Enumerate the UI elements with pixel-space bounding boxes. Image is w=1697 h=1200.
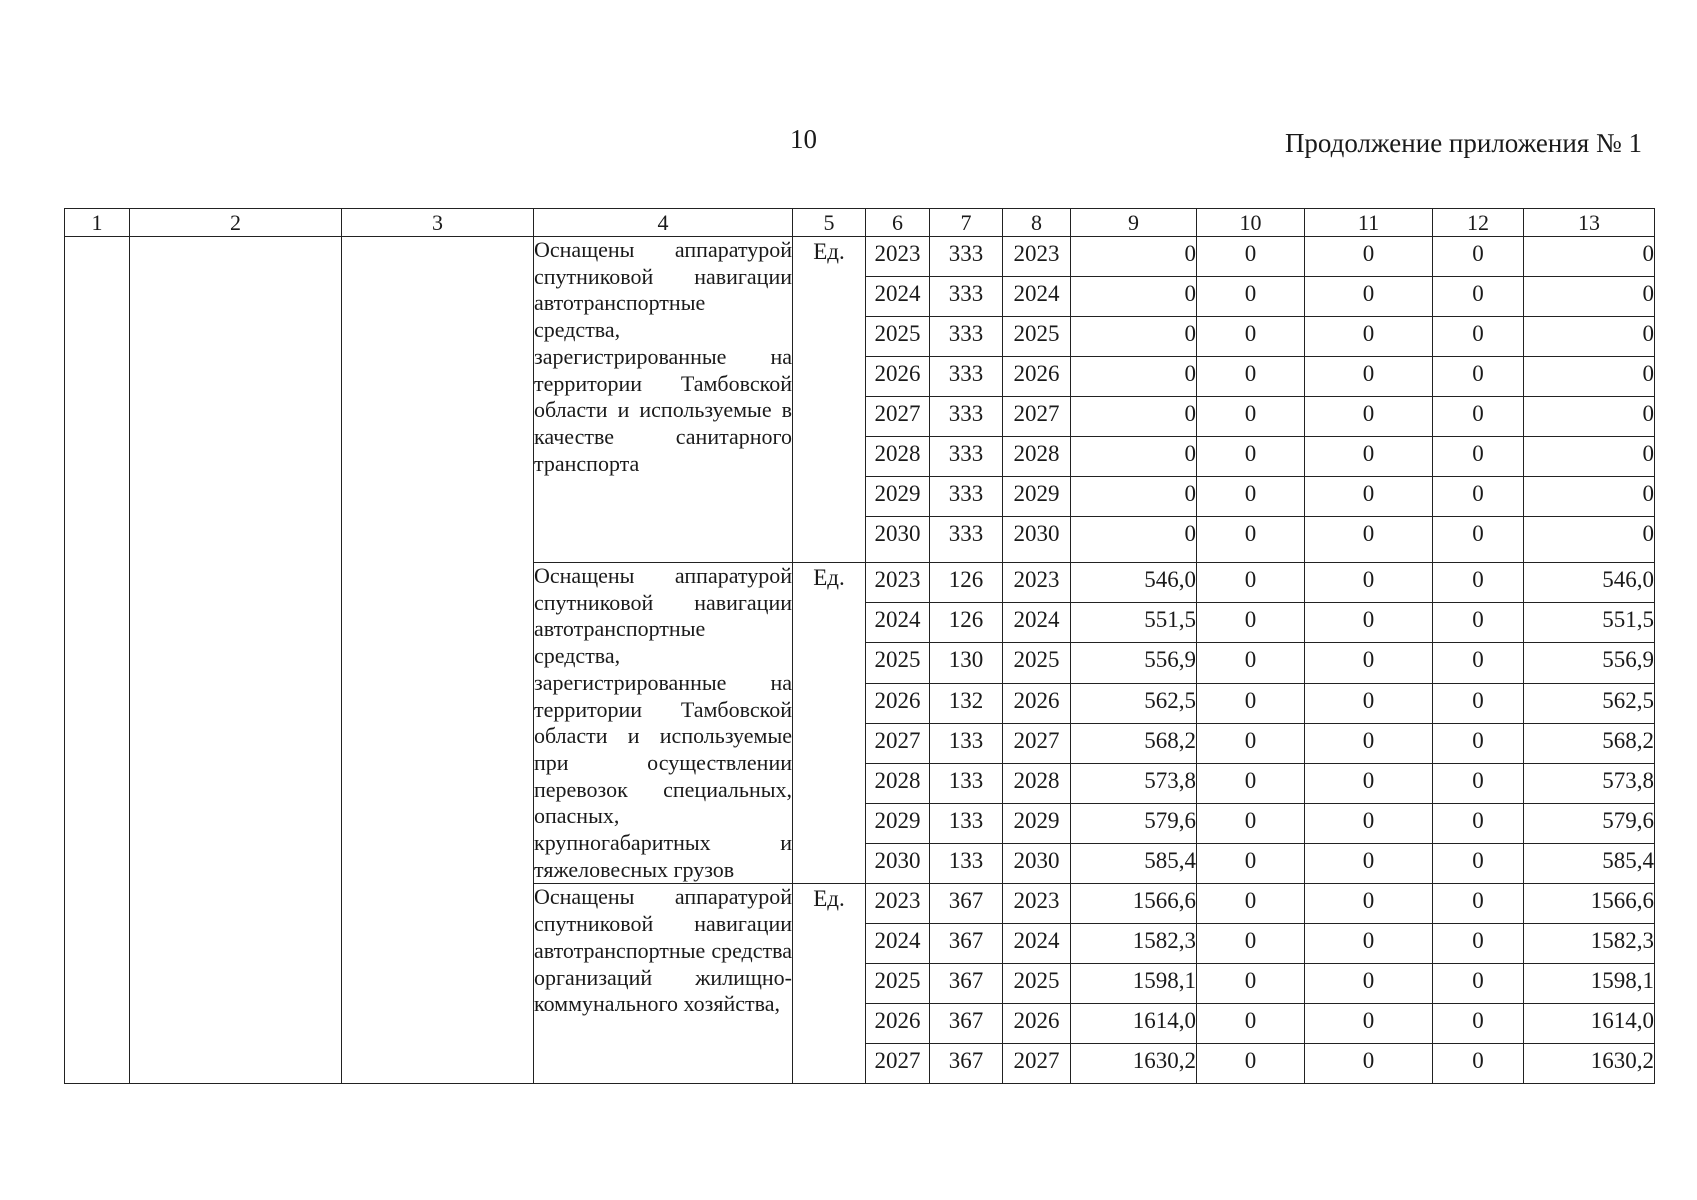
unit-cell: Ед.	[793, 884, 866, 1084]
cell-c11: 0	[1305, 603, 1433, 643]
cell-c8: 2028	[1003, 437, 1071, 477]
cell-c9: 585,4	[1071, 844, 1197, 884]
cell-c8: 2024	[1003, 603, 1071, 643]
cell-c7: 132	[930, 683, 1003, 723]
cell-c7: 367	[930, 884, 1003, 924]
cell-c8: 2027	[1003, 1044, 1071, 1084]
cell-c11: 0	[1305, 437, 1433, 477]
column-header: 12	[1433, 209, 1524, 237]
table-row	[65, 237, 1655, 277]
cell-c8: 2026	[1003, 1004, 1071, 1044]
cell-c7: 333	[930, 437, 1003, 477]
cell-c11: 0	[1305, 317, 1433, 357]
cell-c11: 0	[1305, 723, 1433, 763]
cell-c11: 0	[1305, 1004, 1433, 1044]
cell-c8: 2025	[1003, 643, 1071, 683]
cell-c11: 0	[1305, 884, 1433, 924]
cell-c10: 0	[1197, 884, 1305, 924]
cell-c6: 2024	[866, 924, 930, 964]
cell-c12: 0	[1433, 643, 1524, 683]
cell-c11: 0	[1305, 517, 1433, 563]
indicator-description: Оснащены аппаратурой спутниковой навигации автотранспортные средства организаций жилищно-коммунального хозяйства,	[534, 884, 793, 1084]
cell-c11: 0	[1305, 964, 1433, 1004]
cell-c8: 2026	[1003, 683, 1071, 723]
cell-c11: 0	[1305, 477, 1433, 517]
cell-c9: 556,9	[1071, 643, 1197, 683]
cell-c13: 551,5	[1524, 603, 1655, 643]
cell-c11: 0	[1305, 237, 1433, 277]
cell-c8: 2026	[1003, 357, 1071, 397]
cell-c6: 2027	[866, 723, 930, 763]
cell-c10: 0	[1197, 964, 1305, 1004]
cell-c9: 551,5	[1071, 603, 1197, 643]
page-number: 10	[790, 124, 817, 154]
cell-c8: 2023	[1003, 563, 1071, 603]
cell-c10: 0	[1197, 1044, 1305, 1084]
cell-c9: 1598,1	[1071, 964, 1197, 1004]
cell-c11: 0	[1305, 763, 1433, 803]
cell-c13: 0	[1524, 357, 1655, 397]
cell-c13: 556,9	[1524, 643, 1655, 683]
cell-c9: 0	[1071, 357, 1197, 397]
indicators-table	[64, 208, 1655, 1084]
cell-c9: 0	[1071, 517, 1197, 563]
cell-c8: 2024	[1003, 924, 1071, 964]
cell-c13: 0	[1524, 517, 1655, 563]
cell-c12: 0	[1433, 884, 1524, 924]
cell-c9: 0	[1071, 437, 1197, 477]
column-header: 8	[1003, 209, 1071, 237]
cell-c12: 0	[1433, 603, 1524, 643]
unit-cell: Ед.	[793, 563, 866, 884]
cell-c11: 0	[1305, 277, 1433, 317]
cell-c12: 0	[1433, 804, 1524, 844]
cell-c13: 579,6	[1524, 804, 1655, 844]
cell-c11: 0	[1305, 804, 1433, 844]
cell-c10: 0	[1197, 924, 1305, 964]
col-3-cell	[342, 237, 534, 1084]
column-header: 11	[1305, 209, 1433, 237]
cell-c9: 0	[1071, 277, 1197, 317]
column-header: 9	[1071, 209, 1197, 237]
cell-c6: 2026	[866, 357, 930, 397]
cell-c12: 0	[1433, 477, 1524, 517]
cell-c6: 2026	[866, 1004, 930, 1044]
cell-c7: 333	[930, 317, 1003, 357]
cell-c8: 2023	[1003, 237, 1071, 277]
cell-c7: 367	[930, 924, 1003, 964]
cell-c12: 0	[1433, 563, 1524, 603]
indicator-description: Оснащены аппаратурой спутниковой навигации автотранспортные средства, зарегистрированные на территории Тамбовской области и используемые в качестве санитарного транспорта	[534, 237, 793, 563]
cell-c13: 0	[1524, 317, 1655, 357]
cell-c13: 546,0	[1524, 563, 1655, 603]
cell-c6: 2029	[866, 477, 930, 517]
cell-c13: 585,4	[1524, 844, 1655, 884]
cell-c13: 1566,6	[1524, 884, 1655, 924]
cell-c11: 0	[1305, 844, 1433, 884]
cell-c10: 0	[1197, 517, 1305, 563]
cell-c10: 0	[1197, 1004, 1305, 1044]
cell-c9: 579,6	[1071, 804, 1197, 844]
cell-c12: 0	[1433, 1004, 1524, 1044]
cell-c13: 1614,0	[1524, 1004, 1655, 1044]
cell-c6: 2029	[866, 804, 930, 844]
cell-c12: 0	[1433, 723, 1524, 763]
cell-c8: 2028	[1003, 763, 1071, 803]
cell-c8: 2030	[1003, 844, 1071, 884]
column-header: 13	[1524, 209, 1655, 237]
cell-c7: 367	[930, 1004, 1003, 1044]
cell-c11: 0	[1305, 1044, 1433, 1084]
cell-c9: 546,0	[1071, 563, 1197, 603]
cell-c11: 0	[1305, 924, 1433, 964]
cell-c11: 0	[1305, 357, 1433, 397]
cell-c10: 0	[1197, 317, 1305, 357]
cell-c9: 0	[1071, 477, 1197, 517]
cell-c11: 0	[1305, 397, 1433, 437]
cell-c12: 0	[1433, 397, 1524, 437]
cell-c6: 2030	[866, 844, 930, 884]
cell-c6: 2025	[866, 317, 930, 357]
cell-c12: 0	[1433, 683, 1524, 723]
cell-c7: 333	[930, 357, 1003, 397]
cell-c7: 126	[930, 603, 1003, 643]
cell-c7: 133	[930, 763, 1003, 803]
cell-c7: 133	[930, 844, 1003, 884]
unit-cell: Ед.	[793, 237, 866, 563]
cell-c6: 2025	[866, 643, 930, 683]
col-1-cell	[65, 237, 130, 1084]
cell-c8: 2027	[1003, 723, 1071, 763]
cell-c8: 2029	[1003, 804, 1071, 844]
cell-c8: 2023	[1003, 884, 1071, 924]
cell-c13: 0	[1524, 477, 1655, 517]
cell-c12: 0	[1433, 317, 1524, 357]
column-number-row	[65, 209, 1655, 237]
cell-c11: 0	[1305, 563, 1433, 603]
cell-c10: 0	[1197, 477, 1305, 517]
cell-c10: 0	[1197, 643, 1305, 683]
column-header: 2	[130, 209, 342, 237]
cell-c12: 0	[1433, 964, 1524, 1004]
cell-c12: 0	[1433, 517, 1524, 563]
column-header: 3	[342, 209, 534, 237]
cell-c12: 0	[1433, 277, 1524, 317]
cell-c6: 2026	[866, 683, 930, 723]
cell-c13: 1630,2	[1524, 1044, 1655, 1084]
cell-c13: 1582,3	[1524, 924, 1655, 964]
cell-c6: 2024	[866, 277, 930, 317]
cell-c13: 0	[1524, 237, 1655, 277]
cell-c9: 0	[1071, 317, 1197, 357]
cell-c10: 0	[1197, 277, 1305, 317]
cell-c12: 0	[1433, 924, 1524, 964]
cell-c10: 0	[1197, 844, 1305, 884]
cell-c10: 0	[1197, 397, 1305, 437]
cell-c9: 0	[1071, 397, 1197, 437]
cell-c8: 2027	[1003, 397, 1071, 437]
cell-c8: 2025	[1003, 317, 1071, 357]
cell-c6: 2028	[866, 763, 930, 803]
col-2-cell	[130, 237, 342, 1084]
cell-c11: 0	[1305, 683, 1433, 723]
cell-c10: 0	[1197, 723, 1305, 763]
cell-c13: 562,5	[1524, 683, 1655, 723]
cell-c9: 1566,6	[1071, 884, 1197, 924]
cell-c9: 1630,2	[1071, 1044, 1197, 1084]
cell-c12: 0	[1433, 763, 1524, 803]
cell-c11: 0	[1305, 643, 1433, 683]
cell-c8: 2024	[1003, 277, 1071, 317]
cell-c10: 0	[1197, 357, 1305, 397]
cell-c6: 2023	[866, 563, 930, 603]
cell-c7: 333	[930, 397, 1003, 437]
indicator-description: Оснащены аппаратурой спутниковой навигации автотранспортные средства, зарегистрированные на территории Тамбовской области и используемые при осуществлении перевозок специальных, опасных, крупногабаритных и тяжеловесных грузов	[534, 563, 793, 884]
cell-c6: 2030	[866, 517, 930, 563]
cell-c10: 0	[1197, 437, 1305, 477]
cell-c7: 333	[930, 517, 1003, 563]
cell-c7: 367	[930, 964, 1003, 1004]
cell-c9: 0	[1071, 237, 1197, 277]
cell-c7: 333	[930, 477, 1003, 517]
cell-c7: 130	[930, 643, 1003, 683]
cell-c9: 1614,0	[1071, 1004, 1197, 1044]
cell-c10: 0	[1197, 683, 1305, 723]
cell-c10: 0	[1197, 603, 1305, 643]
cell-c13: 0	[1524, 277, 1655, 317]
cell-c8: 2030	[1003, 517, 1071, 563]
cell-c12: 0	[1433, 844, 1524, 884]
cell-c8: 2029	[1003, 477, 1071, 517]
cell-c13: 0	[1524, 397, 1655, 437]
cell-c7: 333	[930, 237, 1003, 277]
cell-c10: 0	[1197, 563, 1305, 603]
cell-c6: 2027	[866, 397, 930, 437]
cell-c13: 573,8	[1524, 763, 1655, 803]
cell-c7: 367	[930, 1044, 1003, 1084]
cell-c9: 573,8	[1071, 763, 1197, 803]
cell-c6: 2028	[866, 437, 930, 477]
cell-c12: 0	[1433, 357, 1524, 397]
cell-c12: 0	[1433, 437, 1524, 477]
column-header: 1	[65, 209, 130, 237]
cell-c9: 568,2	[1071, 723, 1197, 763]
column-header: 7	[930, 209, 1003, 237]
cell-c6: 2023	[866, 884, 930, 924]
cell-c13: 0	[1524, 437, 1655, 477]
cell-c12: 0	[1433, 1044, 1524, 1084]
column-header: 4	[534, 209, 793, 237]
appendix-continuation-note: Продолжение приложения № 1	[1284, 128, 1642, 158]
cell-c6: 2025	[866, 964, 930, 1004]
cell-c10: 0	[1197, 237, 1305, 277]
cell-c7: 133	[930, 723, 1003, 763]
cell-c10: 0	[1197, 804, 1305, 844]
column-header: 6	[866, 209, 930, 237]
cell-c7: 133	[930, 804, 1003, 844]
cell-c9: 1582,3	[1071, 924, 1197, 964]
cell-c10: 0	[1197, 763, 1305, 803]
cell-c13: 568,2	[1524, 723, 1655, 763]
cell-c7: 333	[930, 277, 1003, 317]
cell-c12: 0	[1433, 237, 1524, 277]
column-header: 5	[793, 209, 866, 237]
cell-c13: 1598,1	[1524, 964, 1655, 1004]
cell-c6: 2024	[866, 603, 930, 643]
column-header: 10	[1197, 209, 1305, 237]
cell-c6: 2023	[866, 237, 930, 277]
cell-c6: 2027	[866, 1044, 930, 1084]
cell-c8: 2025	[1003, 964, 1071, 1004]
cell-c9: 562,5	[1071, 683, 1197, 723]
cell-c7: 126	[930, 563, 1003, 603]
